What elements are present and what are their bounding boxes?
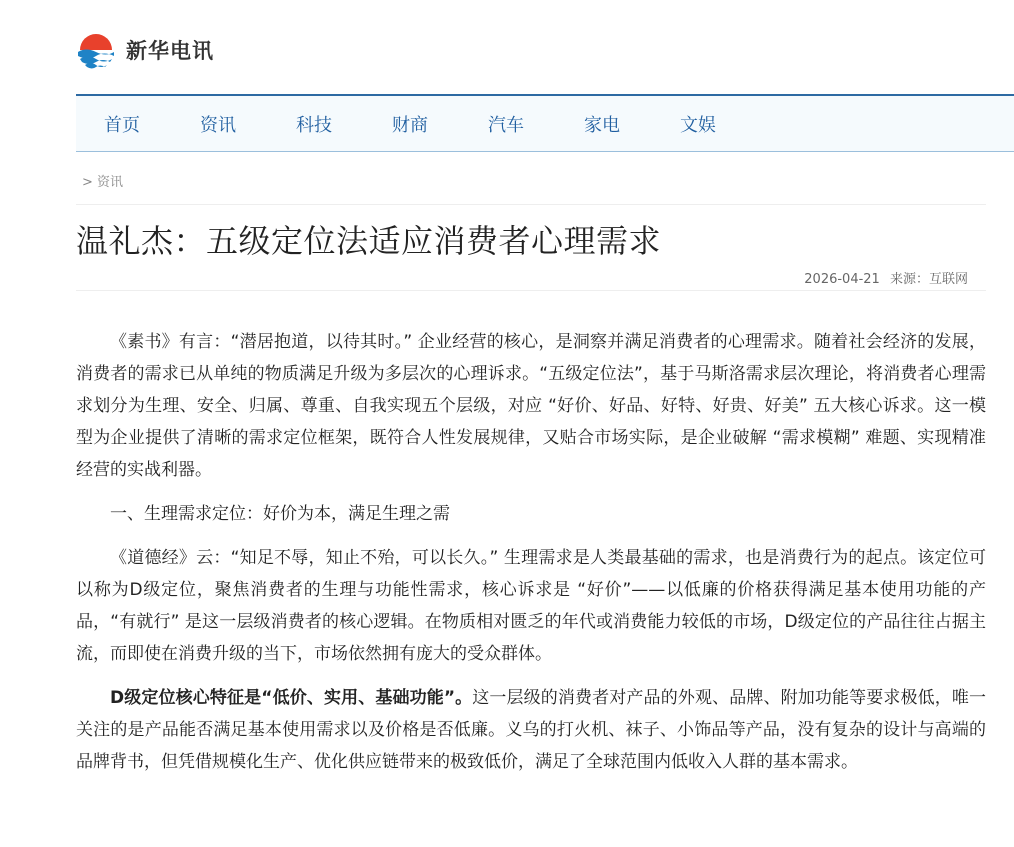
- article-title: 温礼杰：五级定位法适应消费者心理需求: [76, 222, 662, 260]
- nav-item-entertainment[interactable]: 文娱: [680, 114, 716, 136]
- breadcrumb[interactable]: > 资讯: [82, 175, 124, 190]
- article-date: 2026-04-21: [804, 272, 880, 287]
- article-paragraph: 《道德经》云：“知足不辱，知止不殆，可以长久。” 生理需求是人类最基础的需求，也是消费行为的起点。该定位可以称为D级定位，聚焦消费者的生理与功能性需求，核心诉求是 “好价”——以低廉的价格获得满足基本使用功能的产品，“有就行” 是这一层级消费者的核心逻辑。在物质相对匮乏的年代或消费能力较低的市场，D级定位的产品往往占据主流，而即使在消费升级的当下，市场依然拥有庞大的受众群体。: [76, 548, 986, 664]
- site-logo-text[interactable]: 新华电讯: [126, 39, 214, 63]
- paragraph-text: 这一层级的消费者对产品的外观、品牌、附加功能等要求极低，唯一关注的是产品能否满足基本使用需求以及价格是否低廉。义乌的打火机、袜子、小饰品等产品，没有复杂的设计与高端的品牌背书，但凭借规模化生产、优化供应链带来的极致低价，满足了全球范围内低收入人群的基本需求。: [76, 688, 986, 772]
- nav-item-finance[interactable]: 财商: [392, 114, 428, 136]
- article-paragraph: 《素书》有言：“潜居抱道，以待其时。” 企业经营的核心，是洞察并满足消费者的心理需求。随着社会经济的发展，消费者的需求已从单纯的物质满足升级为多层次的心理诉求。“五级定位法”，基于马斯洛需求层次理论，将消费者心理需求划分为生理、安全、归属、尊重、自我实现五个层级，对应 “好价、好品、好特、好贵、好美” 五大核心诉求。这一模型为企业提供了清晰的需求定位框架，既符合人性发展规律，又贴合市场实际，是企业破解 “需求模糊” 难题、实现精准经营的实战利器。: [76, 332, 986, 480]
- nav-item-home[interactable]: 首页: [104, 114, 140, 136]
- meta-divider: [76, 290, 986, 291]
- article-body: [76, 326, 986, 790]
- article-source: 来源：互联网: [889, 272, 968, 287]
- section-heading: 一、生理需求定位：好价为本，满足生理之需: [110, 504, 450, 524]
- article-meta: [798, 268, 968, 287]
- site-header: [76, 28, 214, 72]
- breadcrumb-bar: [76, 165, 986, 205]
- nav-item-auto[interactable]: 汽车: [488, 114, 524, 136]
- nav-item-appliance[interactable]: 家电: [584, 114, 620, 136]
- bold-lead: D级定位核心特征是“低价、实用、基础功能”。: [110, 688, 473, 708]
- main-nav: [76, 94, 1014, 152]
- nav-item-tech[interactable]: 科技: [296, 114, 332, 136]
- wave-sun-logo-icon[interactable]: [76, 30, 116, 70]
- nav-item-news[interactable]: 资讯: [200, 114, 236, 136]
- article-paragraph: [76, 682, 986, 778]
